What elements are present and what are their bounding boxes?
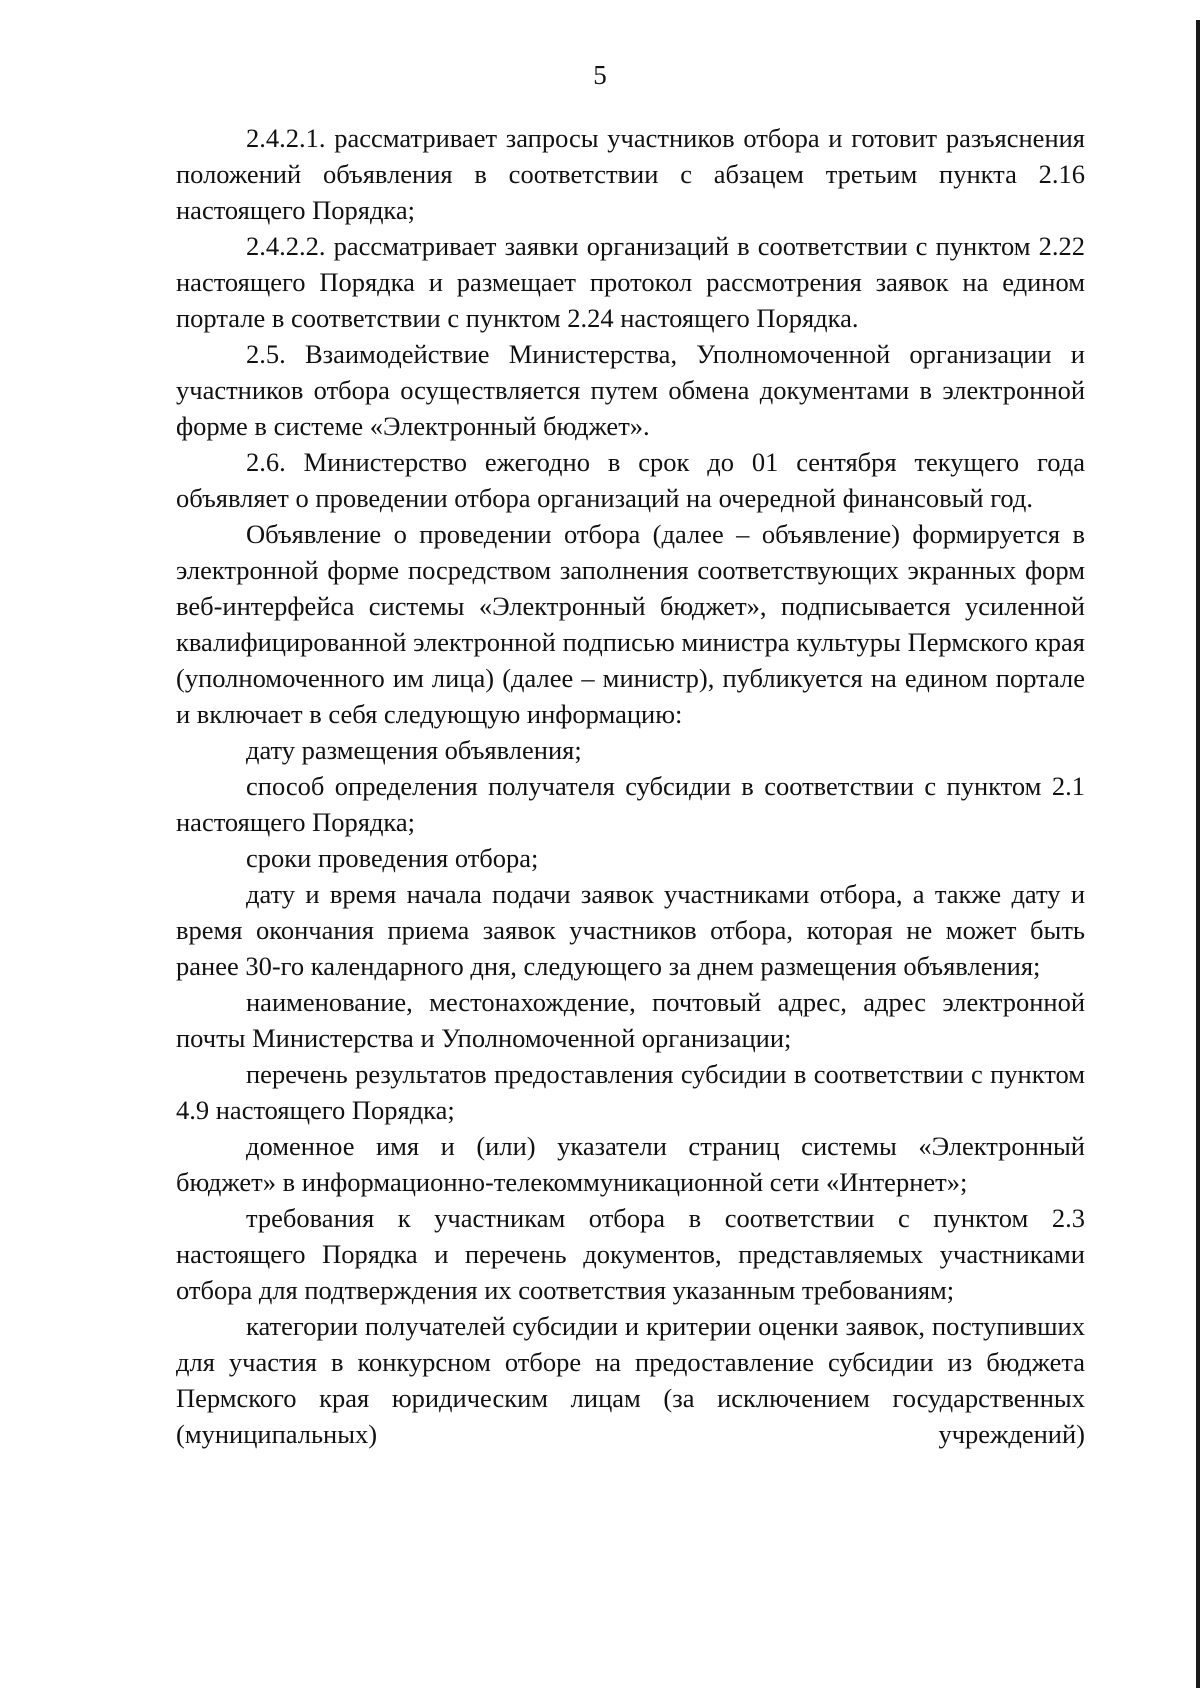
- list-item-domain-name: доменное имя и (или) указатели страниц системы «Электронный бюджет» в информационно-телекоммуникационной сети «Интернет»;: [176, 1131, 1085, 1197]
- page-number: 5: [593, 60, 607, 90]
- list-item-selection-period: сроки проведения отбора;: [246, 843, 539, 873]
- list-item-selection-method: способ определения получателя субсидии в соответствии с пунктом 2.1 настоящего Порядка;: [176, 771, 1085, 837]
- list-item-requirements: требования к участникам отбора в соответствии с пунктом 2.3 настоящего Порядка и перечень документов, представляемых участниками отбора для подтверждения их соответствия указанным требованиям;: [176, 1203, 1085, 1305]
- list-item-categories: категории получателей субсидии и критерии оценки заявок, поступивших для участия в конкурсном отборе на предоставление субсидии из бюджета Пермского края юридическим лицам (за исключением государственных (муниципальных) учреждений): [176, 1311, 1085, 1449]
- list-item-application-dates: дату и время начала подачи заявок участниками отбора, а также дату и время окончания приема заявок участников отбора, которая не может быть ранее 30-го календарного дня, следующего за днем размещения объявления;: [176, 879, 1085, 981]
- paragraph-2-4-2-2: 2.4.2.2. рассматривает заявки организаций в соответствии с пунктом 2.22 настоящего Порядка и размещает протокол рассмотрения заявок на едином портале в соответствии с пунктом 2.24 настоящего Порядка.: [176, 231, 1085, 333]
- document-body: [176, 120, 1085, 1452]
- list-item-results: перечень результатов предоставления субсидии в соответствии с пунктом 4.9 настоящего Порядка;: [176, 1059, 1085, 1125]
- paragraph-announcement: Объявление о проведении отбора (далее – объявление) формируется в электронной форме посредством заполнения соответствующих экранных форм веб-интерфейса системы «Электронный бюджет», подписывается усиленной квалифицированной электронной подписью министра культуры Пермского края (уполномоченного им лица) (далее – министр), публикуется на едином портале и включает в себя следующую информацию:: [176, 519, 1085, 729]
- paragraph-2-6: 2.6. Министерство ежегодно в срок до 01 сентября текущего года объявляет о проведении отбора организаций на очередной финансовый год.: [176, 447, 1085, 513]
- list-item-contacts: наименование, местонахождение, почтовый адрес, адрес электронной почты Министерства и Уполномоченной организации;: [176, 987, 1085, 1053]
- scan-edge-border: [1196, 20, 1200, 1688]
- paragraph-2-4-2-1: 2.4.2.1. рассматривает запросы участников отбора и готовит разъяснения положений объявления в соответствии с абзацем третьим пункта 2.16 настоящего Порядка;: [176, 123, 1085, 225]
- paragraph-2-5: 2.5. Взаимодействие Министерства, Уполномоченной организации и участников отбора осуществляется путем обмена документами в электронной форме в системе «Электронный бюджет».: [176, 339, 1085, 441]
- list-item-placement-date: дату размещения объявления;: [246, 735, 582, 765]
